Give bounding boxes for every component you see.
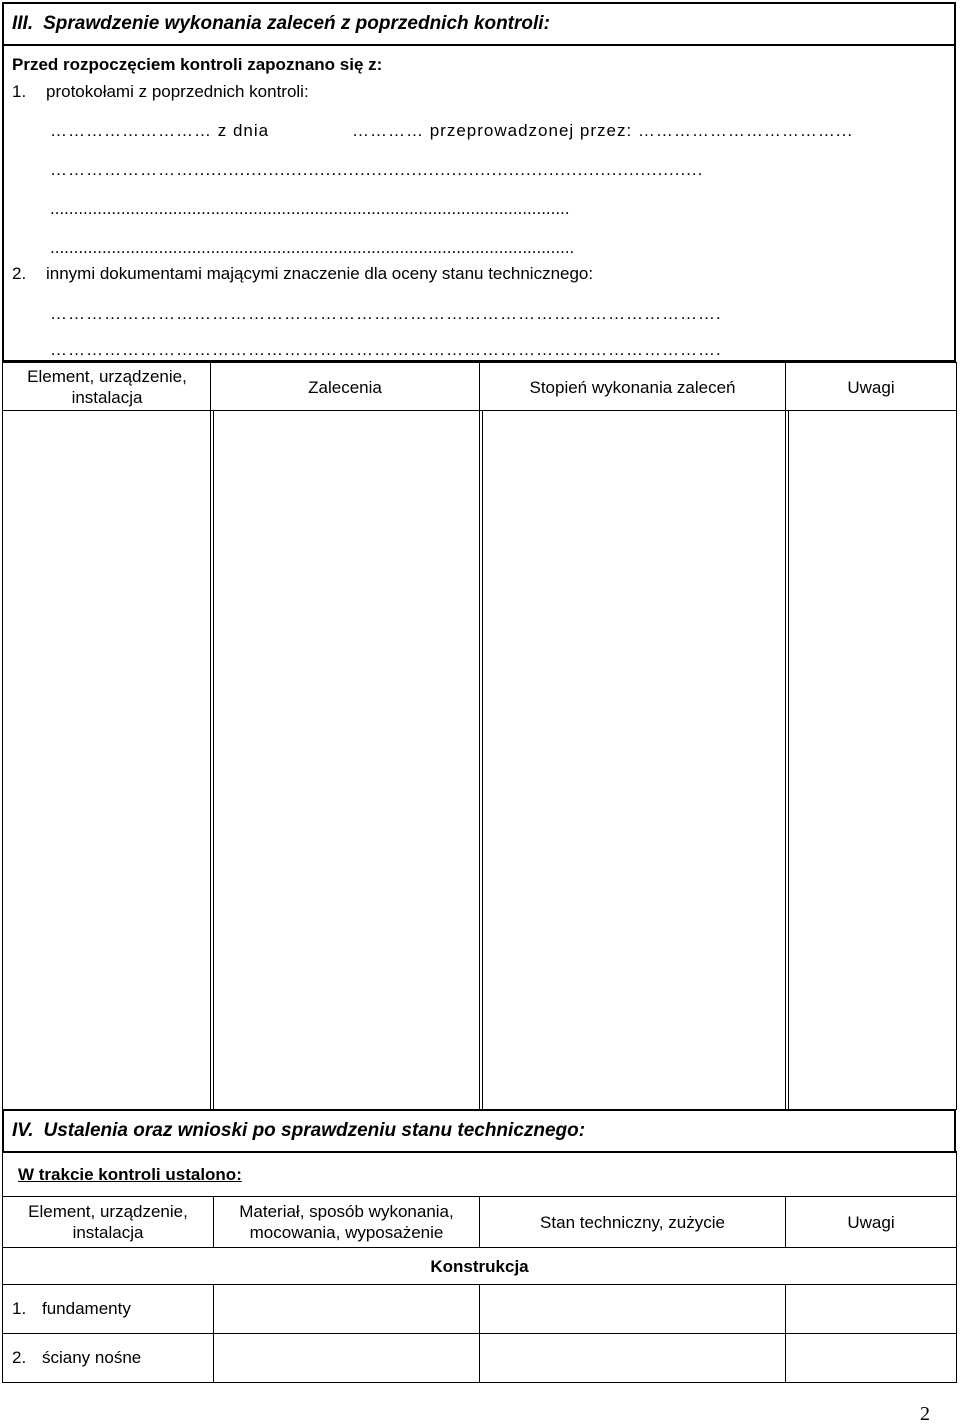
recommendations-col-divider [210, 362, 211, 1110]
dots-row-4[interactable]: ............................................................................................................... [50, 238, 575, 257]
dots-row-5[interactable]: …………………………………………………………………………………………………. [50, 304, 722, 323]
dots-row-2[interactable]: ……………………......................................................................................... [50, 160, 704, 179]
findings-col-divider [213, 1284, 214, 1383]
row-1-number: 1. [12, 1299, 27, 1318]
intro-text: Przed rozpoczęciem kontroli zapoznano się z: [12, 55, 383, 74]
col-header-element: Element, urządzenie, instalacja [28, 1202, 188, 1242]
col-header-condition: Stan techniczny, zużycie [540, 1212, 725, 1232]
section-4-subtitle: W trakcie kontroli ustalono: [18, 1165, 242, 1184]
section-4-header [2, 1109, 956, 1153]
row-2-notes-cell[interactable] [787, 1335, 955, 1381]
recommendations-col-divider [213, 410, 214, 1110]
page-number: 2 [920, 1403, 930, 1425]
cell-notes-body[interactable] [790, 412, 955, 1108]
dots-row-1b[interactable]: ………… przeprowadzonej przez: ……………………………... [352, 121, 854, 140]
group-label-construction: Konstrukcja [430, 1256, 529, 1276]
row-2-number: 2. [12, 1348, 27, 1367]
col-header-completion: Stopień wykonania zaleceń [529, 377, 736, 397]
item-2-number: 2. [12, 264, 27, 283]
recommendations-col-divider [479, 362, 480, 1110]
recommendations-col-divider [482, 410, 483, 1110]
recommendations-col-divider [785, 362, 786, 1110]
dots-row-3[interactable]: .............................................................................................................. [50, 199, 570, 218]
dots-row-6[interactable]: …………………………………………………………………………………………………. [50, 340, 722, 359]
item-1-text: protokołami z poprzednich kontroli: [46, 82, 309, 101]
section-3-title: Sprawdzenie wykonania zaleceń z poprzednich kontroli: [43, 13, 550, 34]
row-2-label: ściany nośne [42, 1348, 142, 1367]
col-header-notes: Uwagi [847, 1212, 895, 1232]
section-3-header [2, 2, 956, 46]
row-2-condition-cell[interactable] [481, 1335, 783, 1381]
cell-completion-body[interactable] [484, 412, 784, 1108]
findings-col-divider [479, 1284, 480, 1383]
cell-element-body[interactable] [4, 412, 209, 1108]
row-1-condition-cell[interactable] [481, 1286, 783, 1332]
section-4-number: IV. [12, 1120, 34, 1141]
row-1-material-cell[interactable] [215, 1286, 477, 1332]
col-header-material: Materiał, sposób wykonania, mocowania, wyposażenie [239, 1202, 454, 1242]
item-2-text: innymi dokumentami mającymi znaczenie dla oceny stanu technicznego: [46, 264, 594, 283]
col-header-notes: Uwagi [847, 377, 895, 397]
dots-row-1a[interactable]: ……………………… z dnia [50, 121, 270, 140]
section-3-number: III. [12, 13, 34, 34]
row-1-notes-cell[interactable] [787, 1286, 955, 1332]
section-4-title: Ustalenia oraz wnioski po sprawdzeniu stanu technicznego: [43, 1120, 586, 1141]
row-1-label: fundamenty [42, 1299, 131, 1318]
recommendations-col-divider [788, 410, 789, 1110]
col-header-element: Element, urządzenie, instalacja [27, 367, 187, 407]
findings-col-divider [785, 1284, 786, 1383]
item-1-number: 1. [12, 82, 27, 101]
cell-recommendations-body[interactable] [215, 412, 478, 1108]
col-header-recommendations: Zalecenia [308, 377, 382, 397]
findings-header-divider [2, 1247, 957, 1248]
row-2-material-cell[interactable] [215, 1335, 477, 1381]
